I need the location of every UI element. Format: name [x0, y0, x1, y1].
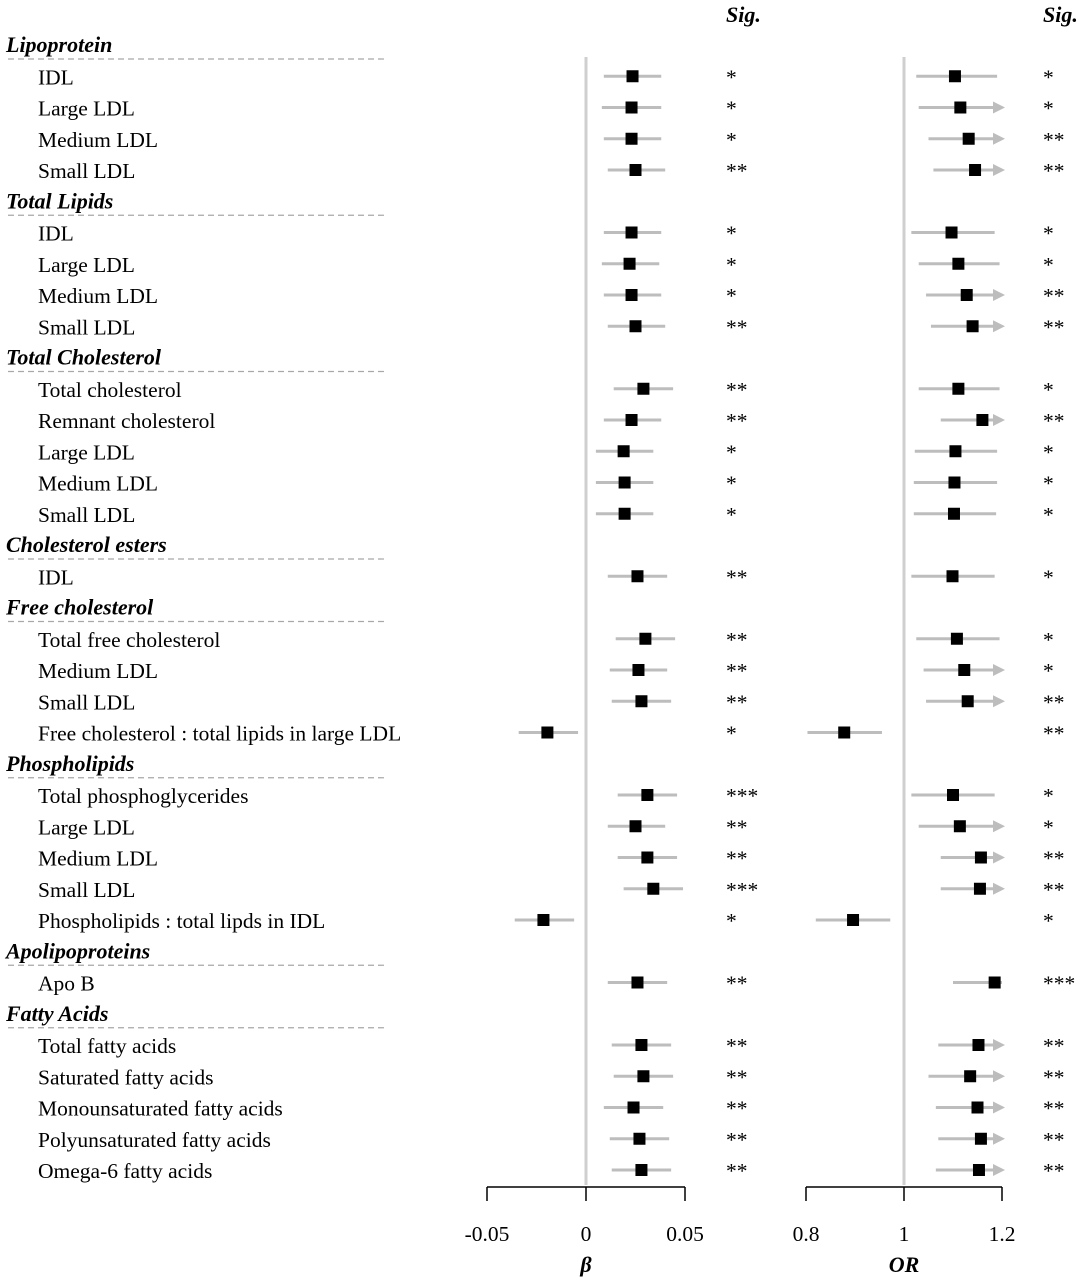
- or-ci-arrow-icon: [993, 164, 1005, 176]
- beta-sig-label: *: [726, 127, 737, 152]
- or-ci-arrow-icon: [993, 414, 1005, 426]
- row-label: Small LDL: [38, 315, 136, 340]
- or-point: [969, 164, 981, 176]
- beta-sig-label: **: [726, 159, 748, 183]
- beta-sig-label: **: [726, 1096, 748, 1121]
- beta-point: [639, 633, 651, 645]
- beta-point: [627, 70, 639, 82]
- row-label: Large LDL: [38, 252, 135, 277]
- beta-point: [635, 1039, 647, 1051]
- or-point: [973, 1164, 985, 1176]
- or-point: [948, 508, 960, 520]
- or-sig-label: *: [1043, 815, 1054, 840]
- beta-point: [626, 102, 638, 114]
- or-sig-label: *: [1043, 909, 1054, 933]
- x-axis-label-beta: β: [580, 1252, 592, 1277]
- row-label: Small LDL: [38, 159, 136, 183]
- or-sig-label: **: [1043, 690, 1065, 715]
- beta-sig-label: *: [726, 721, 737, 746]
- or-point: [967, 320, 979, 332]
- beta-point: [635, 1164, 647, 1176]
- row-label: Medium LDL: [38, 659, 159, 683]
- or-sig-label: *: [1043, 65, 1054, 90]
- or-sig-label: **: [1043, 159, 1065, 183]
- beta-point: [637, 1070, 649, 1082]
- row-label: Small LDL: [38, 690, 136, 715]
- or-sig-label: **: [1043, 877, 1065, 902]
- or-point: [972, 1102, 984, 1114]
- beta-point: [626, 414, 638, 426]
- row-label: Medium LDL: [38, 846, 159, 871]
- row-label: Total free cholesterol: [38, 627, 221, 652]
- or-point: [975, 852, 987, 864]
- sig-header-beta: Sig.: [726, 2, 761, 27]
- group-label: Total Lipids: [6, 188, 114, 214]
- beta-point: [647, 883, 659, 895]
- or-point: [989, 977, 1001, 989]
- beta-sig-label: **: [726, 690, 748, 715]
- beta-sig-label: *: [726, 96, 737, 121]
- or-ci-arrow-icon: [993, 883, 1005, 895]
- or-point: [951, 633, 963, 645]
- or-point: [963, 133, 975, 145]
- or-sig-label: *: [1043, 471, 1054, 496]
- beta-sig-label: **: [726, 1034, 748, 1058]
- beta-sig-label: **: [726, 1065, 748, 1090]
- beta-point: [541, 727, 553, 739]
- row-label: Saturated fatty acids: [38, 1065, 214, 1090]
- or-sig-label: **: [1043, 1159, 1065, 1183]
- or-sig-label: *: [1043, 221, 1054, 246]
- or-ci-arrow-icon: [993, 820, 1005, 832]
- beta-sig-label: ***: [726, 784, 759, 808]
- or-sig-label: *: [1043, 96, 1054, 121]
- beta-sig-label: *: [726, 252, 737, 277]
- beta-point: [626, 227, 638, 239]
- or-point: [974, 883, 986, 895]
- beta-sig-label: *: [726, 284, 737, 308]
- row-label: Large LDL: [38, 96, 135, 121]
- beta-point: [626, 133, 638, 145]
- row-label: Medium LDL: [38, 471, 159, 496]
- or-sig-label: **: [1043, 284, 1065, 308]
- beta-point: [641, 789, 653, 801]
- or-sig-label: **: [1043, 846, 1065, 871]
- group-label: Fatty Acids: [6, 1000, 109, 1026]
- group-label: Lipoprotein: [6, 32, 113, 57]
- row-label: Large LDL: [38, 440, 135, 465]
- or-sig-label: **: [1043, 1065, 1065, 1090]
- or-point: [949, 445, 961, 457]
- or-ci-arrow-icon: [993, 695, 1005, 707]
- or-point: [952, 258, 964, 270]
- or-ci-arrow-icon: [993, 852, 1005, 864]
- row-label: Medium LDL: [38, 284, 159, 308]
- or-ci-arrow-icon: [993, 102, 1005, 114]
- or-ci-arrow-icon: [993, 289, 1005, 301]
- row-label: Omega-6 fatty acids: [38, 1159, 213, 1183]
- or-ci-arrow-icon: [993, 1133, 1005, 1145]
- row-label: Large LDL: [38, 815, 135, 840]
- or-point: [847, 914, 859, 926]
- or-point: [972, 1039, 984, 1051]
- group-label: Apolipoproteins: [6, 938, 151, 964]
- or-sig-label: **: [1043, 409, 1065, 433]
- row-label: Small LDL: [38, 877, 136, 902]
- x-tick-label-or: 0.8: [792, 1222, 820, 1246]
- beta-point: [537, 914, 549, 926]
- row-label: Medium LDL: [38, 127, 159, 152]
- or-sig-label: ***: [1043, 971, 1076, 996]
- beta-point: [632, 664, 644, 676]
- group-label: Total Cholesterol: [6, 344, 162, 370]
- row-label: Total cholesterol: [38, 377, 182, 402]
- or-sig-label: **: [1043, 1034, 1065, 1058]
- or-point: [948, 477, 960, 489]
- beta-point: [635, 695, 647, 707]
- or-sig-label: *: [1043, 784, 1054, 808]
- beta-point: [631, 977, 643, 989]
- beta-point: [626, 289, 638, 301]
- row-label: Apo B: [38, 971, 95, 996]
- or-point: [947, 570, 959, 582]
- row-label: Monounsaturated fatty acids: [38, 1096, 283, 1121]
- or-sig-label: **: [1043, 1127, 1065, 1152]
- beta-point: [630, 164, 642, 176]
- row-label: Free cholesterol : total lipids in large LDL: [38, 721, 402, 746]
- or-point: [975, 1133, 987, 1145]
- or-sig-label: *: [1043, 627, 1054, 652]
- x-tick-label-beta: 0: [580, 1222, 592, 1246]
- row-label: IDL: [38, 221, 74, 246]
- beta-sig-label: *: [726, 65, 737, 90]
- or-ci-arrow-icon: [993, 1164, 1005, 1176]
- x-tick-label-or: 1.2: [988, 1222, 1016, 1246]
- sig-header-or: Sig.: [1043, 2, 1078, 27]
- or-ci-arrow-icon: [993, 1039, 1005, 1051]
- row-label: Small LDL: [38, 502, 136, 527]
- beta-sig-label: **: [726, 315, 748, 340]
- beta-sig-label: *: [726, 502, 737, 527]
- beta-point: [619, 508, 631, 520]
- beta-sig-label: **: [726, 1159, 748, 1183]
- beta-point: [631, 570, 643, 582]
- or-ci-arrow-icon: [993, 664, 1005, 676]
- or-sig-label: *: [1043, 440, 1054, 465]
- beta-point: [641, 852, 653, 864]
- beta-sig-label: **: [726, 815, 748, 840]
- row-label: Total fatty acids: [38, 1034, 177, 1058]
- beta-sig-label: ***: [726, 877, 759, 902]
- or-point: [946, 227, 958, 239]
- row-label: Remnant cholesterol: [38, 409, 216, 433]
- or-sig-label: **: [1043, 1096, 1065, 1121]
- row-label: Total phosphoglycerides: [38, 784, 249, 808]
- group-label: Free cholesterol: [6, 594, 154, 620]
- beta-point: [630, 820, 642, 832]
- row-label: IDL: [38, 565, 74, 590]
- or-point: [954, 820, 966, 832]
- beta-sig-label: *: [726, 909, 737, 933]
- beta-sig-label: **: [726, 565, 748, 590]
- or-point: [976, 414, 988, 426]
- or-point: [952, 383, 964, 395]
- or-ci-arrow-icon: [993, 1102, 1005, 1114]
- or-ci-arrow-icon: [993, 133, 1005, 145]
- beta-point: [619, 477, 631, 489]
- x-axis-label-or: OR: [888, 1252, 920, 1277]
- or-point: [962, 695, 974, 707]
- beta-point: [624, 258, 636, 270]
- beta-sig-label: *: [726, 471, 737, 496]
- or-point: [947, 789, 959, 801]
- x-tick-label-beta: -0.05: [464, 1222, 510, 1246]
- x-tick-label-or: 1: [898, 1222, 910, 1246]
- or-sig-label: **: [1043, 127, 1065, 152]
- beta-point: [630, 320, 642, 332]
- beta-sig-label: *: [726, 221, 737, 246]
- beta-sig-label: **: [726, 846, 748, 871]
- row-label: Phospholipids : total lipds in IDL: [38, 909, 326, 933]
- or-ci-arrow-icon: [993, 1070, 1005, 1082]
- row-label: Polyunsaturated fatty acids: [38, 1127, 271, 1152]
- beta-sig-label: **: [726, 971, 748, 996]
- or-sig-label: *: [1043, 377, 1054, 402]
- or-sig-label: *: [1043, 659, 1054, 683]
- or-point: [964, 1070, 976, 1082]
- or-ci-arrow-icon: [993, 320, 1005, 332]
- x-tick-label-beta: 0.05: [666, 1222, 704, 1246]
- beta-sig-label: **: [726, 1127, 748, 1152]
- group-label: Cholesterol esters: [6, 532, 167, 557]
- or-point: [954, 102, 966, 114]
- or-point: [838, 727, 850, 739]
- beta-sig-label: **: [726, 377, 748, 402]
- row-label: IDL: [38, 65, 74, 90]
- beta-sig-label: **: [726, 627, 748, 652]
- or-point: [949, 70, 961, 82]
- beta-point: [628, 1102, 640, 1114]
- or-sig-label: *: [1043, 565, 1054, 590]
- group-label: Phospholipids: [6, 750, 135, 776]
- beta-point: [618, 445, 630, 457]
- beta-sig-label: *: [726, 440, 737, 465]
- or-sig-label: **: [1043, 315, 1065, 340]
- beta-sig-label: **: [726, 409, 748, 433]
- or-sig-label: **: [1043, 721, 1065, 746]
- or-sig-label: *: [1043, 502, 1054, 527]
- beta-sig-label: **: [726, 659, 748, 683]
- or-point: [961, 289, 973, 301]
- or-point: [958, 664, 970, 676]
- beta-point: [637, 383, 649, 395]
- or-sig-label: *: [1043, 252, 1054, 277]
- beta-point: [633, 1133, 645, 1145]
